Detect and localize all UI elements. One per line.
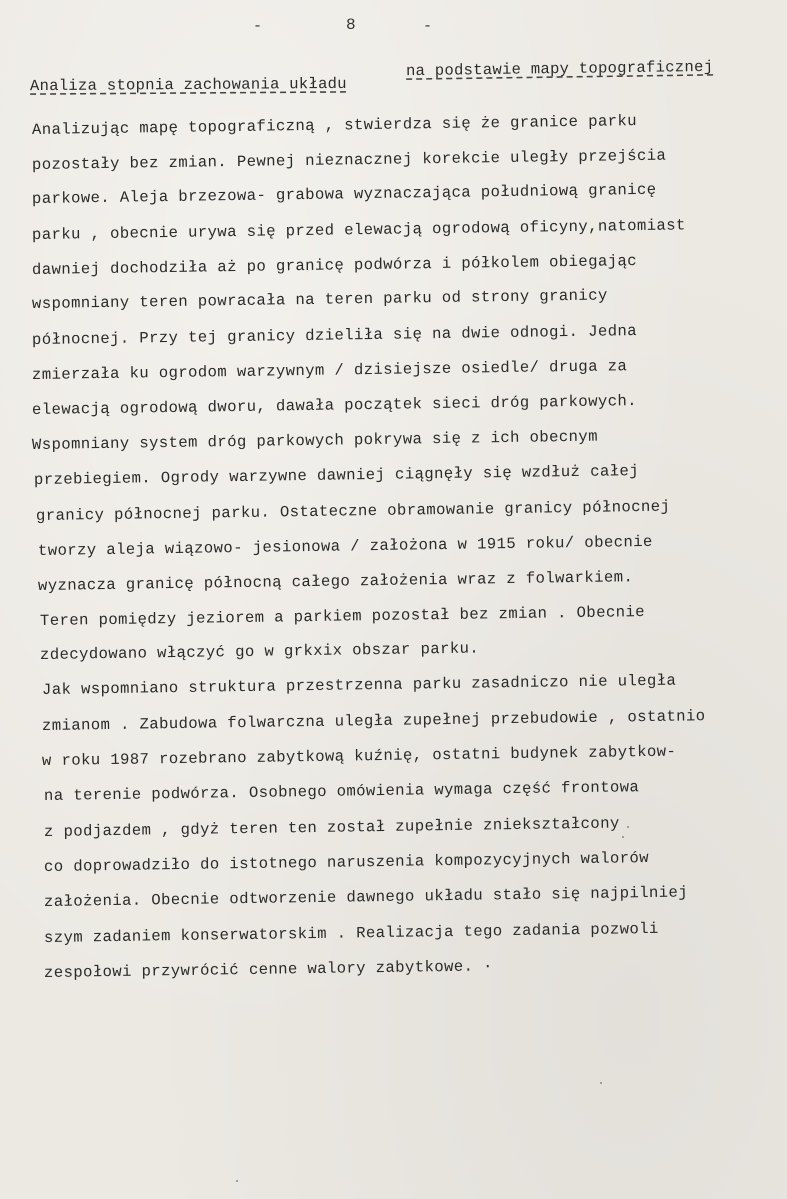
body-line-4: parku , obecnie urywa się przed elewacją ogrodową oficyny,natomiast: [31, 216, 686, 244]
body-line-15: Teren pomiędzy jeziorem a parkiem pozostał bez zmian . Obecnie: [39, 603, 646, 630]
body-line-22: co doprowadziło do istotnego naruszenia kompozycyjnych walorów: [43, 849, 650, 876]
body-line-8: zmierzała ku ogrodom warzywnym / dzisiejsze osiedle/ druga za: [31, 357, 628, 384]
title-part-1: Analiza stopnia zachowania układu: [29, 74, 347, 96]
body-line-1: Analizując mapę topograficzną , stwierdza się że granice parku: [31, 112, 638, 139]
body-line-6: wspomniany teren powracała na teren parku od strony granicy: [31, 286, 608, 313]
page-number: 8: [346, 16, 356, 34]
body-line-21: z podjazdem , gdyż teren ten został zupełnie zniekształcony: [43, 814, 620, 841]
body-line-3: parkowe. Aleja brzezowa- grabowa wyznaczająca południową granicę: [31, 180, 657, 208]
body-line-14: wyznacza granicę północną całego założenia wraz z folwarkiem.: [37, 568, 634, 595]
body-line-24: szym zadaniem konserwatorskim . Realizacja tego zadania pozwoli: [43, 919, 659, 947]
page-dash-right: -: [423, 18, 433, 35]
body-line-11: przebiegiem. Ogrody warzywne dawniej ciągnęły się wzdłuż całej: [33, 462, 640, 489]
body-line-10: Wspomniany system dróg parkowych pokrywa się z ich obecnym: [31, 427, 599, 454]
title-part-2: na podstawie mapy topograficznej: [405, 57, 714, 81]
paper-speck: [622, 836, 624, 838]
body-line-18: zmianom . Zabudowa folwarczna uległa zupełnej przebudowie , ostatnio: [41, 707, 706, 735]
body-line-17: Jak wspomniano struktura przestrzenna parku zasadniczo nie uległa: [41, 671, 677, 699]
body-line-25: zespołowi przywrócić cenne walory zabytkowe. ·: [43, 957, 493, 982]
body-line-2: pozostały bez zmian. Pewnej nieznacznej korekcie uległy przejścia: [31, 146, 667, 174]
body-line-20: na terenie podwórza. Osobnego omówienia wymaga część frontowa: [43, 778, 640, 805]
body-line-23: założenia. Obecnie odtworzenie dawnego układu stało się najpilniej: [43, 883, 689, 911]
page-dash-left: -: [253, 18, 263, 35]
paper-speck: [236, 1180, 238, 1182]
paper-speck: [627, 826, 629, 828]
body-line-13: tworzy aleja wiązowo- jesionowa / założona w 1915 roku/ obecnie: [37, 532, 653, 560]
body-line-16: zdecydowano włączyć go w grkxix obszar parku.: [39, 639, 480, 664]
body-line-19: w roku 1987 rozebrano zabytkową kuźnię, ostatni budynek zabytkow-: [41, 742, 677, 770]
body-line-12: granicy północnej parku. Ostateczne obramowanie granicy północnej: [35, 497, 671, 525]
body-line-7: północnej. Przy tej granicy dzieliła się na dwie odnogi. Jedna: [31, 322, 638, 349]
body-line-5: dawniej dochodziła aż po granicę podwórza i półkolem obiegając: [31, 252, 638, 279]
paper-speck: [600, 1082, 602, 1084]
body-line-9: elewacją ogrodową dworu, dawała początek sieci dróg parkowych.: [31, 392, 638, 419]
